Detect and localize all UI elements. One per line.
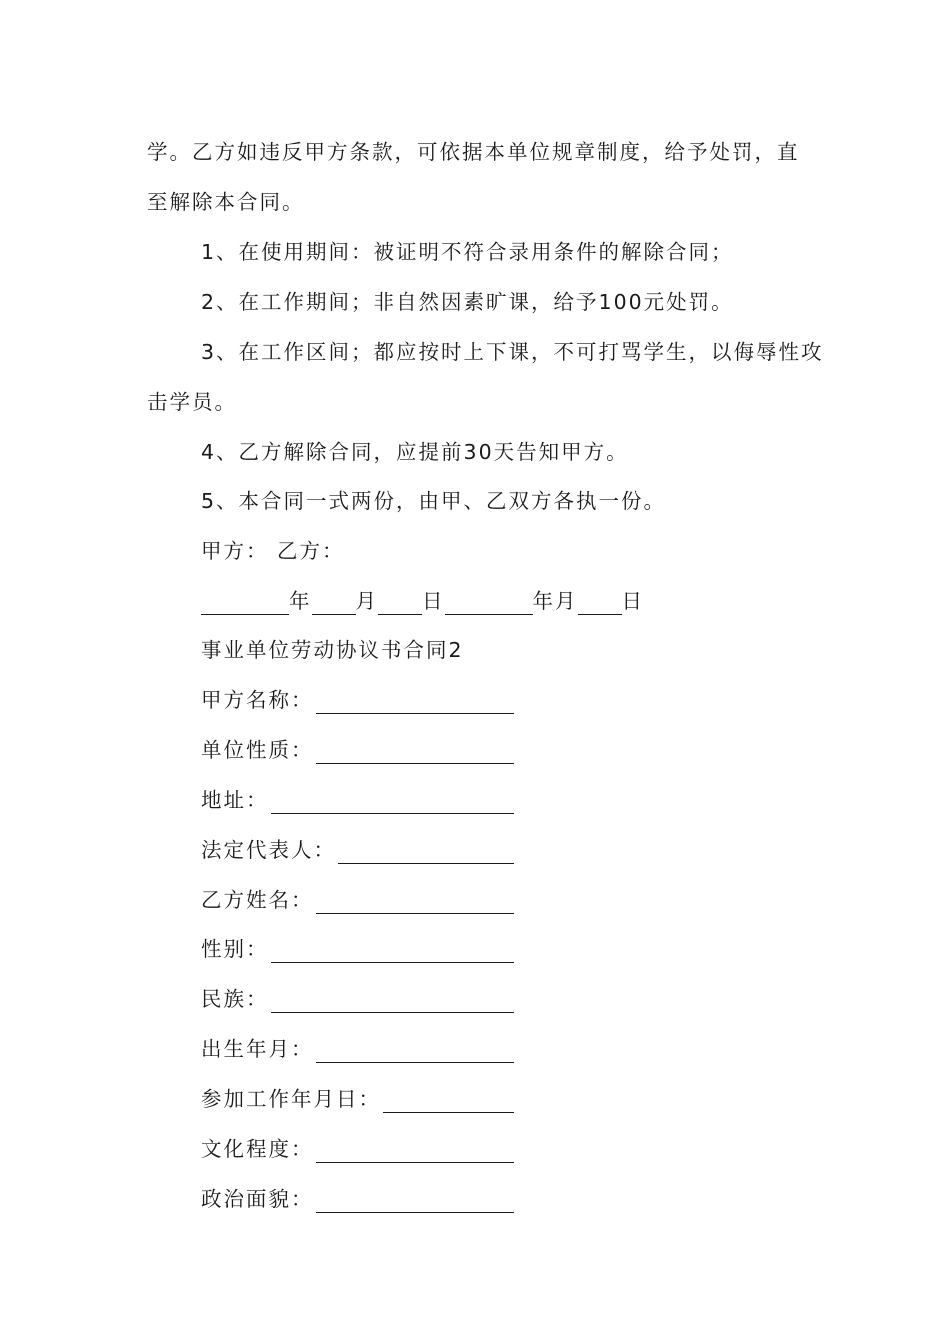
- paragraph-line: 至解除本合同。: [147, 190, 305, 214]
- form-field: [201, 1035, 514, 1063]
- field-label: 民族：: [201, 987, 269, 1011]
- field-blank[interactable]: [316, 693, 514, 714]
- field-label: 文化程度：: [201, 1137, 314, 1161]
- field-blank[interactable]: [316, 1142, 514, 1163]
- form-field: [201, 1135, 514, 1163]
- day-blank-1[interactable]: [378, 594, 422, 615]
- clause-item-3: 3、在工作区间；都应按时上下课，不可打骂学生，以侮辱性攻: [201, 340, 824, 364]
- field-blank[interactable]: [316, 1192, 514, 1213]
- month-label-1: 月: [355, 589, 378, 613]
- form-field: [201, 985, 514, 1013]
- form-field: [201, 736, 514, 764]
- clause-item-3-continued: 击学员。: [147, 390, 237, 414]
- day-label-2: 日: [621, 589, 644, 613]
- clause-item-4: 4、乙方解除合同，应提前30天告知甲方。: [201, 440, 629, 464]
- signature-date-line: [201, 587, 644, 615]
- field-blank[interactable]: [383, 1092, 514, 1113]
- form-field: [201, 886, 514, 914]
- field-blank[interactable]: [271, 793, 514, 814]
- form-field: [201, 836, 514, 864]
- year-blank-1[interactable]: [201, 594, 289, 615]
- day-blank-2[interactable]: [578, 594, 622, 615]
- form-field: [201, 935, 514, 963]
- field-label: 参加工作年月日：: [201, 1087, 381, 1111]
- field-label: 乙方姓名：: [201, 888, 314, 912]
- form-field: [201, 1185, 514, 1213]
- clause-item-2: 2、在工作期间；非自然因素旷课，给予100元处罚。: [201, 290, 734, 314]
- clause-item-1: 1、在使用期间：被证明不符合录用条件的解除合同；: [201, 240, 734, 264]
- year-blank-2[interactable]: [445, 594, 533, 615]
- form-field: [201, 686, 514, 714]
- form-field: [201, 786, 514, 814]
- field-label: 性别：: [201, 937, 269, 961]
- section-title: 事业单位劳动协议书合同2: [201, 638, 464, 662]
- day-label-1: 日: [422, 589, 445, 613]
- form-field: [201, 1085, 514, 1113]
- field-label: 甲方名称：: [201, 688, 314, 712]
- field-blank[interactable]: [271, 942, 514, 963]
- field-blank[interactable]: [271, 992, 514, 1013]
- field-blank[interactable]: [316, 743, 514, 764]
- year-label-2: 年: [532, 589, 555, 613]
- field-label: 法定代表人：: [201, 838, 336, 862]
- year-label-1: 年: [289, 589, 312, 613]
- paragraph-line: 学。乙方如违反甲方条款，可依据本单位规章制度，给予处罚，直: [147, 140, 800, 164]
- field-label: 出生年月：: [201, 1037, 314, 1061]
- field-label: 单位性质：: [201, 738, 314, 762]
- month-label-2: 月: [555, 589, 578, 613]
- field-blank[interactable]: [316, 893, 514, 914]
- field-blank[interactable]: [338, 843, 514, 864]
- field-blank[interactable]: [316, 1042, 514, 1063]
- field-label: 政治面貌：: [201, 1187, 314, 1211]
- month-blank-1[interactable]: [312, 594, 356, 615]
- clause-item-5: 5、本合同一式两份，由甲、乙双方各执一份。: [201, 489, 667, 513]
- field-label: 地址：: [201, 788, 269, 812]
- signature-parties: 甲方： 乙方：: [201, 539, 345, 563]
